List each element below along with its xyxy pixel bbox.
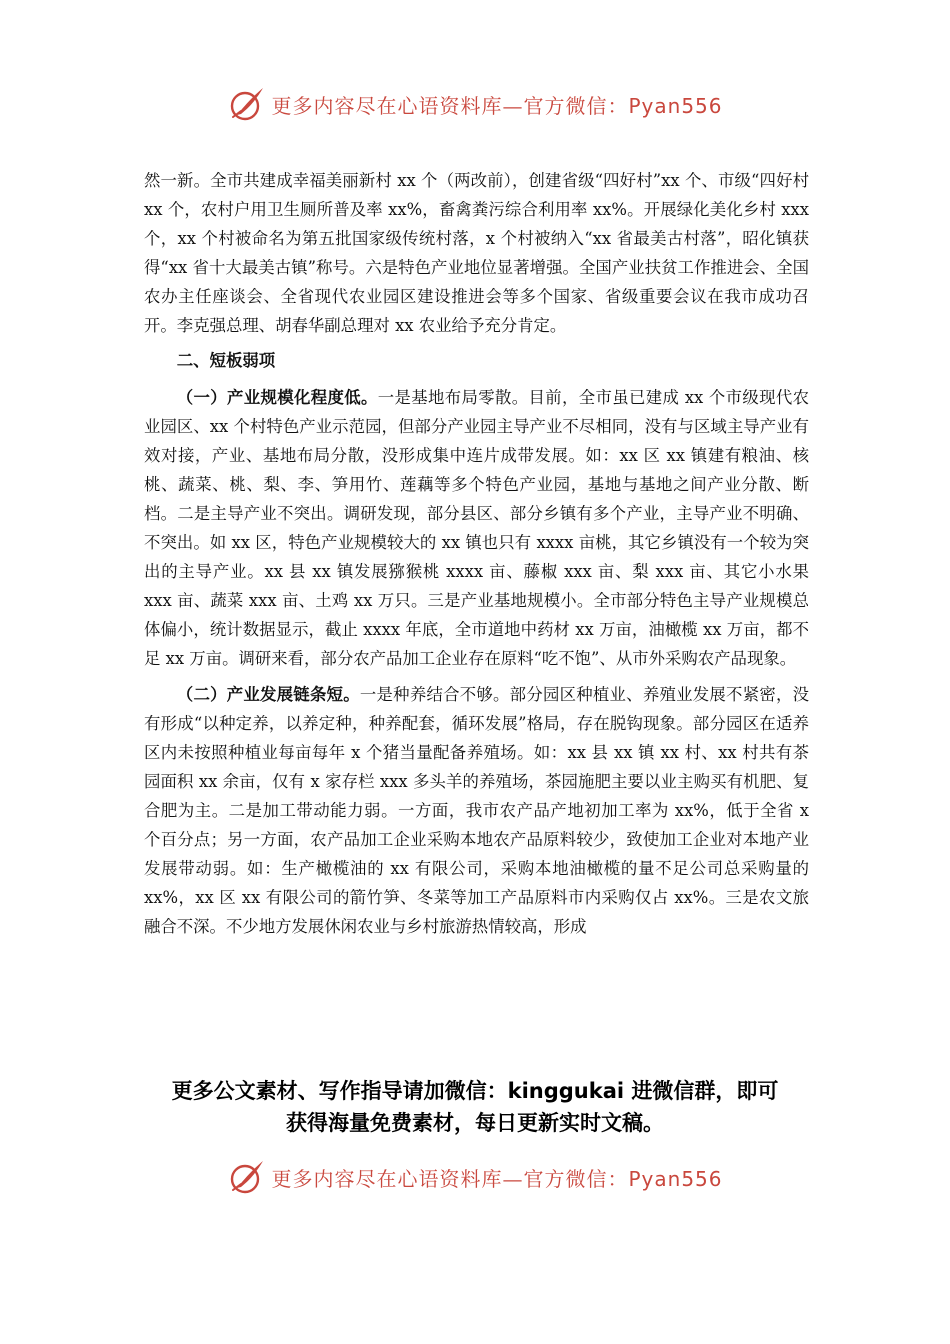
document-body	[144, 167, 809, 942]
wechat-id: Pyan556	[628, 1166, 723, 1191]
promo-line-1: 更多公文素材、写作指导请加微信：kinggukai 进微信群，即可	[171, 1079, 779, 1103]
paragraph-1-lead: （一）产业规模化程度低。	[176, 388, 378, 408]
paragraph-1	[144, 384, 809, 673]
wechat-id: Pyan556	[628, 93, 723, 118]
paragraph-2-lead: （二）产业发展链条短。	[176, 685, 360, 705]
paragraph-2-text: 一是种养结合不够。部分园区种植业、养殖业发展不紧密，没有形成“以种定养，以养定种，种养配套，循环发展”格局，存在脱钩现象。部分园区在适养区内未按照种植业每亩每年 x 个猪当量配备养殖场。如：xx 县 xx 镇 xx 村、xx 村共有茶园面积 xx 余亩，仅有 x 家存栏 xxx 多头羊的养殖场，茶园施肥主要以业主购买有机肥、复合肥为主。二是加工带动能力弱。一方面，我市农产品产地初加工率为 xx%，低于全省 x 个百分点；另一方面，农产品加工企业采购本地农产品原料较少，致使加工企业对本地产业发展带动弱。如：生产橄榄油的 xx 有限公司，采购本地油橄榄的量不足公司总采购量的 xx%，xx 区 xx 有限公司的箭竹笋、冬菜等加工产品原料市内采购仅占 xx%。三是农文旅融合不深。不少地方发展休闲农业与乡村旅游热情较高，形成	[144, 685, 810, 936]
promo-line-2: 获得海量免费素材，每日更新实时文稿。	[286, 1111, 664, 1135]
promo-notice	[0, 1075, 950, 1139]
banner-label: 更多内容尽在心语资料库—官方微信：Pyan556	[271, 93, 723, 118]
quill-pen-logo-icon	[227, 84, 267, 124]
paragraph-intro: 然一新。全市共建成幸福美丽新村 xx 个（两改前），创建省级“四好村”xx 个、市级“四好村 xx 个，农村户用卫生厕所普及率 xx%，畜禽粪污综合利用率 xx%。开展绿化美化乡村 xxx 个，xx 个村被命名为第五批国家级传统村落，x 个村被纳入“xx 省最美古村落”，昭化镇获得“xx 省十大最美古镇”称号。六是特色产业地位显著增强。全国产业扶贫工作推进会、全国农办主任座谈会、全省现代农业园区建设推进会等多个国家、省级重要会议在我市成功召开。李克强总理、胡春华副总理对 xx 农业给予充分肯定。	[144, 171, 809, 335]
header-watermark-banner	[0, 82, 950, 126]
paragraph-2	[144, 681, 809, 941]
paragraph-1-text: 一是基地布局零散。目前，全市虽已建成 xx 个市级现代农业园区、xx 个村特色产业示范园，但部分产业园主导产业不尽相同，没有与区域主导产业有效对接，产业、基地布局分散，没形成集中连片成带发展。如：xx 区 xx 镇建有粮油、核桃、蔬菜、桃、梨、李、笋用竹、莲藕等多个特色产业园，基地与基地之间产业分散、断档。二是主导产业不突出。调研发现，部分县区、部分乡镇有多个产业，主导产业不明确、不突出。如 xx 区，特色产业规模较大的 xx 镇也只有 xxxx 亩桃，其它乡镇没有一个较为突出的主导产业。xx 县 xx 镇发展猕猴桃 xxxx 亩、藤椒 xxx 亩、梨 xxx 亩、其它小水果 xxx 亩、蔬菜 xxx 亩、土鸡 xx 万只。三是产业基地规模小。全市部分特色主导产业规模总体偏小，统计数据显示，截止 xxxx 年底，全市道地中药材 xx 万亩，油橄榄 xx 万亩，都不足 xx 万亩。调研来看，部分农产品加工企业存在原料“吃不饱”、从市外采购农产品现象。	[144, 388, 810, 668]
banner-label: 更多内容尽在心语资料库—官方微信：Pyan556	[271, 1166, 723, 1191]
section-heading: 二、短板弱项	[176, 351, 276, 371]
footer-watermark-banner	[0, 1155, 950, 1199]
quill-pen-logo-icon	[227, 1157, 267, 1197]
